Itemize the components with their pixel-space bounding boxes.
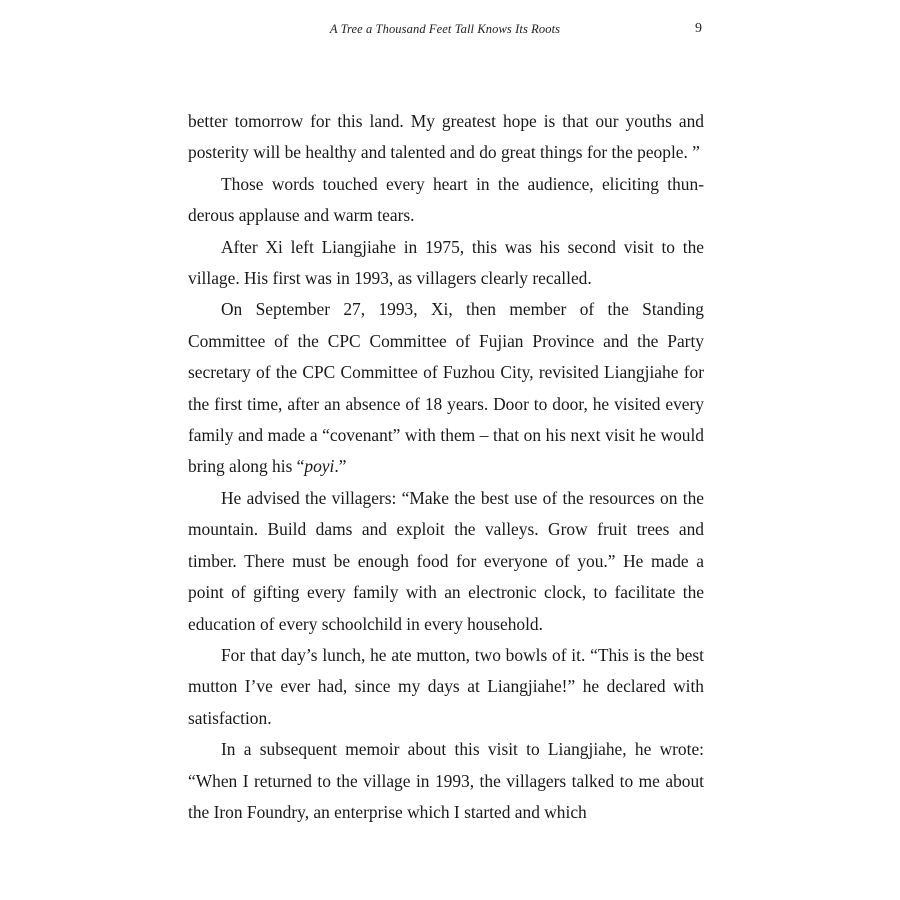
paragraph-4-tail: .”: [334, 456, 347, 477]
paragraph-3: After Xi left Liangjiahe in 1975, this was his second visit to the village. His first was in 1993, as villagers clearly recalled.: [188, 236, 704, 289]
paragraph-6: For that day’s lunch, he ate mutton, two bowls of it. “This is the best mutton I’ve ever had, since my days at Liangjiahe!” he declared with satisfaction.: [188, 644, 704, 728]
paragraph-1: better tomorrow for this land. My greatest hope is that our youths and posterity will be healthy and talented and do great things for the people. ”: [188, 111, 704, 163]
paragraph-2: Those words touched every heart in the audience, eliciting thunderous applause and warm tears.: [188, 173, 704, 226]
running-header: [188, 22, 702, 42]
paragraph-4: [188, 294, 704, 482]
paragraph-5: He advised the villagers: “Make the best use of the resources on the mountain. Build dams and exploit the valleys. Grow fruit trees and timber. There must be enough food for everyone of you.” He made a point of gifting every family with an electronic clock, to facilitate the education of every schoolchild in every household.: [188, 487, 704, 634]
running-title: A Tree a Thousand Feet Tall Knows Its Roots: [329, 22, 561, 36]
paragraph-4-text: On September 27, 1993, Xi, then member of the Standing Committee of the CPC Committee of Fujian Province and the Party secretary of the CPC Committee of Fuzhou City, revisited Liangjiahe for the first time, after an absence of 18 years. Door to door, he visited every family and made a “covenant” with them – that on his next visit he would bring along his “: [188, 299, 704, 477]
body-text: [188, 106, 704, 828]
italic-term-poyi: poyi: [304, 456, 335, 477]
paragraph-7: In a subsequent memoir about this visit to Liangjiahe, he wrote: “When I returned to the village in 1993, the villagers talked to me about the Iron Foundry, an enterprise which I started and which: [188, 739, 704, 822]
page-number: 9: [695, 21, 702, 36]
